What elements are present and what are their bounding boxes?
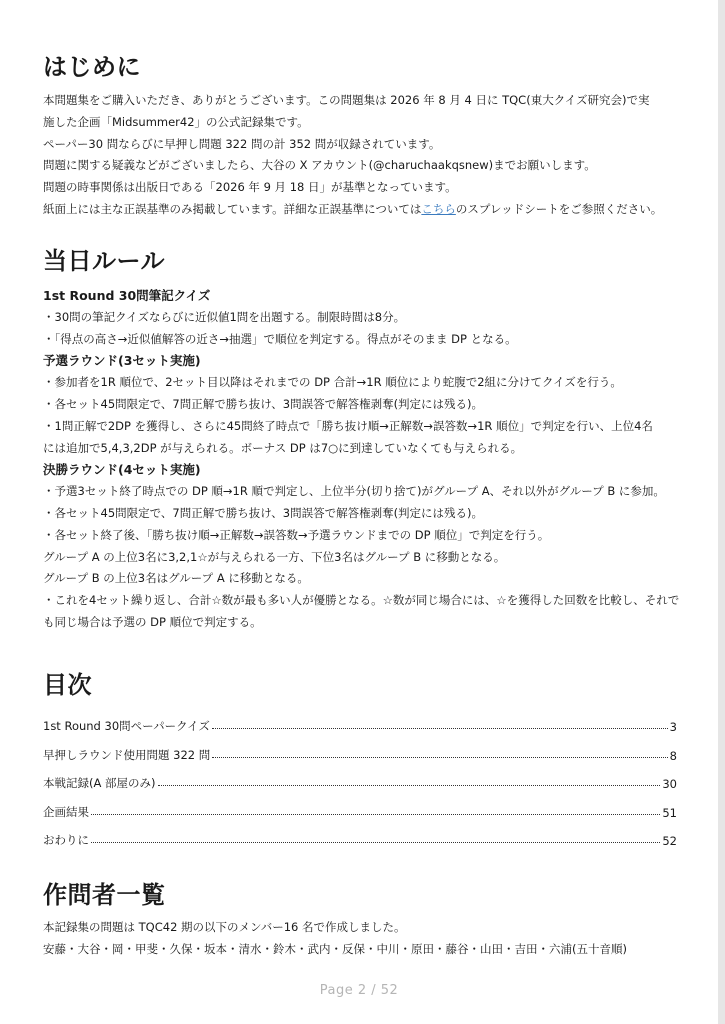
spreadsheet-link[interactable]: こちら xyxy=(421,201,456,216)
toc-entry-page: 52 xyxy=(662,834,677,849)
intro-line-text: のスプレッドシートをご参照ください。 xyxy=(455,201,663,216)
intro-line: ペーパー30 問ならびに早押し問題 322 問の計 352 問が収録されています。 xyxy=(43,136,441,151)
toc-entry-page: 8 xyxy=(669,748,677,763)
toc-leader-dots xyxy=(158,785,661,786)
page-indicator: Page 2 / 52 xyxy=(319,983,399,998)
toc-entry-label: 本戦記録(A 部屋のみ) xyxy=(43,776,156,791)
toc-entry[interactable] xyxy=(43,770,677,791)
rule-line: ・「得点の高さ→近似値解答の近さ→抽選」で順位を判定する。得点がそのまま DP となる。 xyxy=(43,331,517,346)
toc-entry-page: 3 xyxy=(669,720,677,734)
toc-entry[interactable] xyxy=(43,742,677,763)
toc-leader-dots xyxy=(91,814,660,815)
intro-line-text: 紙面上には主な正誤基準のみ掲載しています。詳細な正誤基準については xyxy=(43,201,422,216)
table-of-contents xyxy=(43,713,677,856)
section-heading-intro: はじめに xyxy=(43,53,141,81)
toc-entry-page: 30 xyxy=(662,777,677,792)
section-heading-authors: 作問者一覧 xyxy=(43,881,166,909)
rule-line: ・各セット終了後、「勝ち抜け順→正解数→誤答数→予選ラウンドまでの DP 順位」で判定を行う。 xyxy=(43,527,550,542)
toc-entry-label: おわりに xyxy=(43,833,89,848)
rule-line: ・各セット45問限定で、7問正解で勝ち抜け、3問誤答で解答権剥奪(判定には残る)。 xyxy=(43,505,484,520)
intro-line: 施した企画「Midsummer42」の公式記録集です。 xyxy=(43,114,309,129)
rule-line: グループ B の上位3名はグループ A に移動となる。 xyxy=(43,571,309,586)
rule-line: も同じ場合は予選の DP 順位で判定する。 xyxy=(43,614,262,629)
toc-entry-label: 企画結果 xyxy=(43,804,89,819)
rule-line: ・30問の筆記クイズならびに近似値1問を出題する。制限時間は8分。 xyxy=(43,309,406,324)
toc-leader-dots xyxy=(212,757,667,758)
prelim-title: 予選ラウンド(3セット実施) xyxy=(43,353,201,369)
toc-entry[interactable] xyxy=(43,827,677,848)
intro-body xyxy=(43,90,683,221)
section-heading-toc: 目次 xyxy=(43,671,92,699)
rule-line: ・1問正解で2DP を獲得し、さらに45問終了時点で「勝ち抜け順→正解数→誤答数→1R 順位」で判定を行い、上位4名 xyxy=(43,418,653,433)
toc-entry-label: 早押しラウンド使用問題 322 問 xyxy=(43,747,211,762)
intro-line-spreadsheet xyxy=(43,199,683,221)
toc-entry[interactable] xyxy=(43,799,677,820)
intro-line: 問題の時事関係は出版日である「2026 年 9 月 18 日」が基準となっています。 xyxy=(43,180,457,195)
rule-line: ・これを4セット繰り返し、合計☆数が最も多い人が優勝となる。☆数が同じ場合には、☆を獲得した回数を比較し、それで xyxy=(43,593,680,608)
authors-line: 安藤・大谷・岡・甲斐・久保・坂本・清水・鈴木・武内・反保・中川・原田・藤谷・山田・吉田・六浦(五十音順) xyxy=(43,941,627,956)
round1-title: 1st Round 30問筆記クイズ xyxy=(43,288,211,303)
intro-line: 問題に関する疑義などがございましたら、大谷の X アカウント(@charuchaakqsnew)までお願いします。 xyxy=(43,158,596,173)
toc-leader-dots xyxy=(212,728,668,729)
authors-body xyxy=(43,917,683,961)
authors-line: 本記録集の問題は TQC42 期の以下のメンバー16 名で作成しました。 xyxy=(43,920,406,934)
rule-line: ・予選3セット終了時点での DP 順→1R 順で判定し、上位半分(切り捨て)がグループ A、それ以外がグループ B に参加。 xyxy=(43,484,665,499)
rule-line: ・各セット45問限定で、7問正解で勝ち抜け、3問誤答で解答権剥奪(判定には残る)。 xyxy=(43,396,484,411)
viewer-edge xyxy=(718,0,725,1024)
intro-line: 本問題集をご購入いただき、ありがとうございます。この問題集は 2026 年 8 月 4 日に TQC(東大クイズ研究会)で実 xyxy=(43,93,650,107)
rule-line: ・参加者を1R 順位で、2セット目以降はそれまでの DP 合計→1R 順位により蛇腹で2組に分けてクイズを行う。 xyxy=(43,375,622,390)
rule-line: グループ A の上位3名に3,2,1☆が与えられる一方、下位3名はグループ B に移動となる。 xyxy=(43,549,506,564)
toc-leader-dots xyxy=(91,842,660,843)
toc-entry-page: 51 xyxy=(662,805,677,820)
rules-body xyxy=(43,285,683,634)
toc-entry[interactable] xyxy=(43,713,677,734)
toc-entry-label: 1st Round 30問ペーパークイズ xyxy=(43,719,210,733)
final-title: 決勝ラウンド(4セット実施) xyxy=(43,462,201,478)
section-heading-rules: 当日ルール xyxy=(43,247,166,275)
rule-line: には追加で5,4,3,2DP が与えられる。ボーナス DP は7○に到達していなくても与えられる。 xyxy=(43,440,523,455)
